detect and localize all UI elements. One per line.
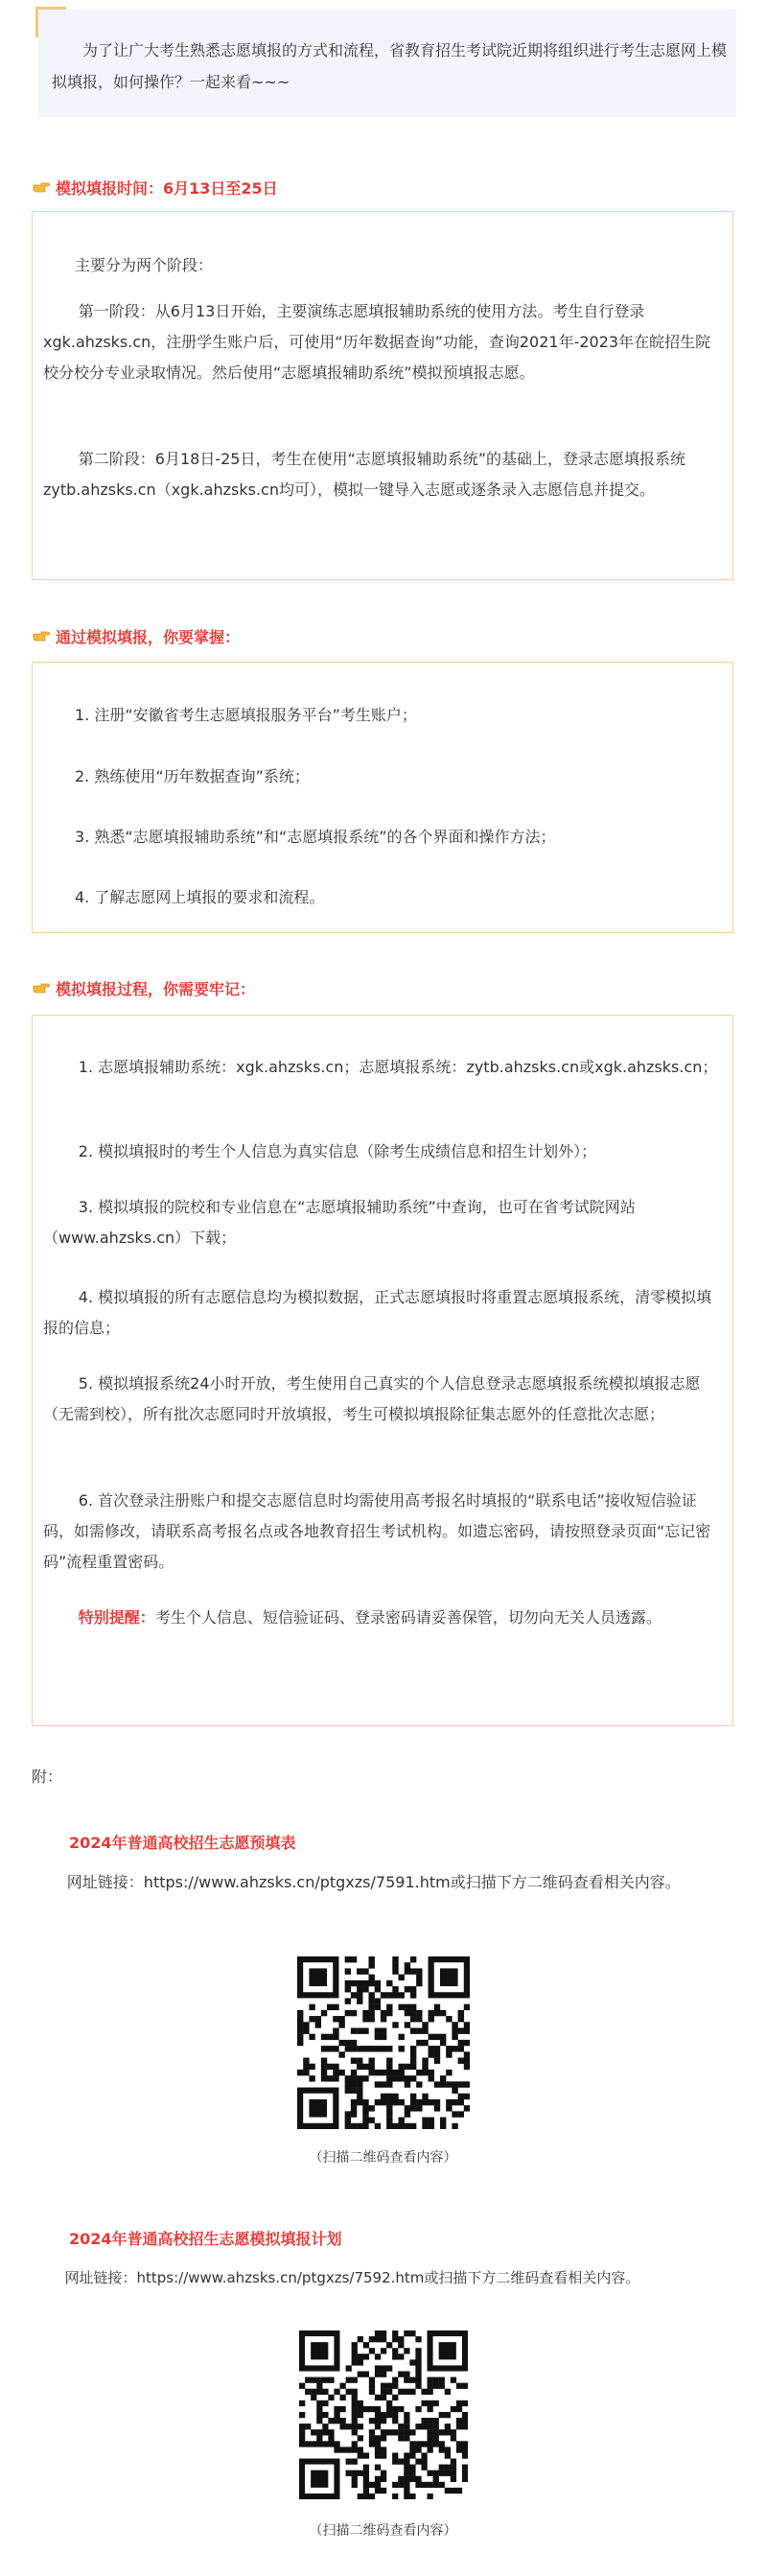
stages-overview: 主要分为两个阶段： xyxy=(75,256,214,274)
qr-code-2 xyxy=(299,2330,468,2503)
remember-list-box xyxy=(32,1015,733,1726)
special-notice xyxy=(43,1603,725,1633)
list-item: 3. 模拟填报的院校和专业信息在“志愿填报辅助系统”中查询，也可在省考试院网站（www.ahzsks.cn）下载； xyxy=(43,1198,636,1247)
list-item: 6. 首次登录注册账户和提交志愿信息时均需使用高考报名时填报的“联系电话”接收短信验证码，如需修改，请联系高考报名点或各地教育招生考试机构。如遗忘密码，请按照登录页面“忘记密码”流程重置密码。 xyxy=(43,1491,711,1571)
link2-title: 2024年普通高校招生志愿模拟填报计划 xyxy=(69,2230,342,2248)
list-item: 2. 模拟填报时的考生个人信息为真实信息（除考生成绩信息和招生计划外）； xyxy=(78,1142,597,1160)
list-item: 4. 了解志愿网上填报的要求和流程。 xyxy=(75,888,325,906)
qr-caption-1: （扫描二维码查看内容） xyxy=(309,2150,457,2166)
link1-url-text[interactable]: 网址链接：https://www.ahzsks.cn/ptgxzs/7591.htm或扫描下方二维码查看相关内容。 xyxy=(66,1873,681,1891)
special-notice-text: 考生个人信息、短信验证码、登录密码请妥善保管，切勿向无关人员透露。 xyxy=(154,1608,662,1627)
section-heading-time-text: 模拟填报时间：6月13日至25日 xyxy=(56,179,278,198)
section-heading-master xyxy=(33,623,240,652)
section-heading-remember xyxy=(33,975,255,1004)
list-item: 1. 志愿填报辅助系统：xgk.ahzsks.cn；志愿填报系统：zytb.ahzsks.cn或xgk.ahzsks.cn； xyxy=(78,1058,718,1076)
pointing-hand-icon xyxy=(33,623,50,652)
list-item: 1. 注册“安徽省考生志愿填报服务平台”考生账户； xyxy=(75,706,417,724)
intro-corner-mark xyxy=(35,7,66,10)
list-item: 2. 熟练使用“历年数据查询”系统； xyxy=(75,767,310,785)
time-info-box xyxy=(32,211,733,580)
section-heading-master-text: 通过模拟填报，你要掌握： xyxy=(56,628,241,646)
link1-title: 2024年普通高校招生志愿预填表 xyxy=(69,1834,296,1852)
list-item: 5. 模拟填报系统24小时开放，考生使用自己真实的个人信息登录志愿填报系统模拟填报志愿（无需到校），所有批次志愿同时开放填报，考生可模拟填报除征集志愿外的任意批次志愿； xyxy=(43,1374,701,1423)
intro-block xyxy=(38,10,736,117)
special-notice-label: 特别提醒： xyxy=(78,1608,155,1627)
stage1-paragraph: 第一阶段：从6月13日开始，主要演练志愿填报辅助系统的使用方法。考生自行登录xgk.ahzsks.cn，注册学生账户后，可使用“历年数据查询”功能，查询2021年-2023年在皖招生院校分校分专业录取情况。然后使用“志愿填报辅助系统”模拟预填报志愿。 xyxy=(43,302,711,382)
intro-corner-mark xyxy=(35,7,38,37)
qr-code-1 xyxy=(297,1956,470,2133)
pointing-hand-icon xyxy=(33,975,50,1004)
master-list-box xyxy=(32,662,733,933)
list-item: 4. 模拟填报的所有志愿信息均为模拟数据，正式志愿填报时将重置志愿填报系统，清零模拟填报的信息； xyxy=(43,1288,712,1337)
intro-text: 为了让广大考生熟悉志愿填报的方式和流程，省教育招生考试院近期将组织进行考生志愿网上模拟填报，如何操作？一起来看~~~ xyxy=(52,41,728,91)
section-heading-time xyxy=(33,175,278,203)
stage2-paragraph: 第二阶段：6月18日-25日，考生在使用“志愿填报辅助系统”的基础上，登录志愿填报系统zytb.ahzsks.cn（xgk.ahzsks.cn均可），模拟一键导入志愿或逐条录入志愿信息并提交。 xyxy=(43,450,686,499)
section-heading-remember-text: 模拟填报过程，你需要牢记： xyxy=(56,980,256,998)
link2-url-text[interactable]: 网址链接：https://www.ahzsks.cn/ptgxzs/7592.htm或扫描下方二维码查看相关内容。 xyxy=(64,2269,640,2286)
appendix-label: 附： xyxy=(32,1768,63,1786)
qr-caption-2: （扫描二维码查看内容） xyxy=(309,2523,457,2539)
pointing-hand-icon xyxy=(33,175,50,203)
list-item: 3. 熟悉“志愿填报辅助系统”和“志愿填报系统”的各个界面和操作方法； xyxy=(75,828,556,846)
